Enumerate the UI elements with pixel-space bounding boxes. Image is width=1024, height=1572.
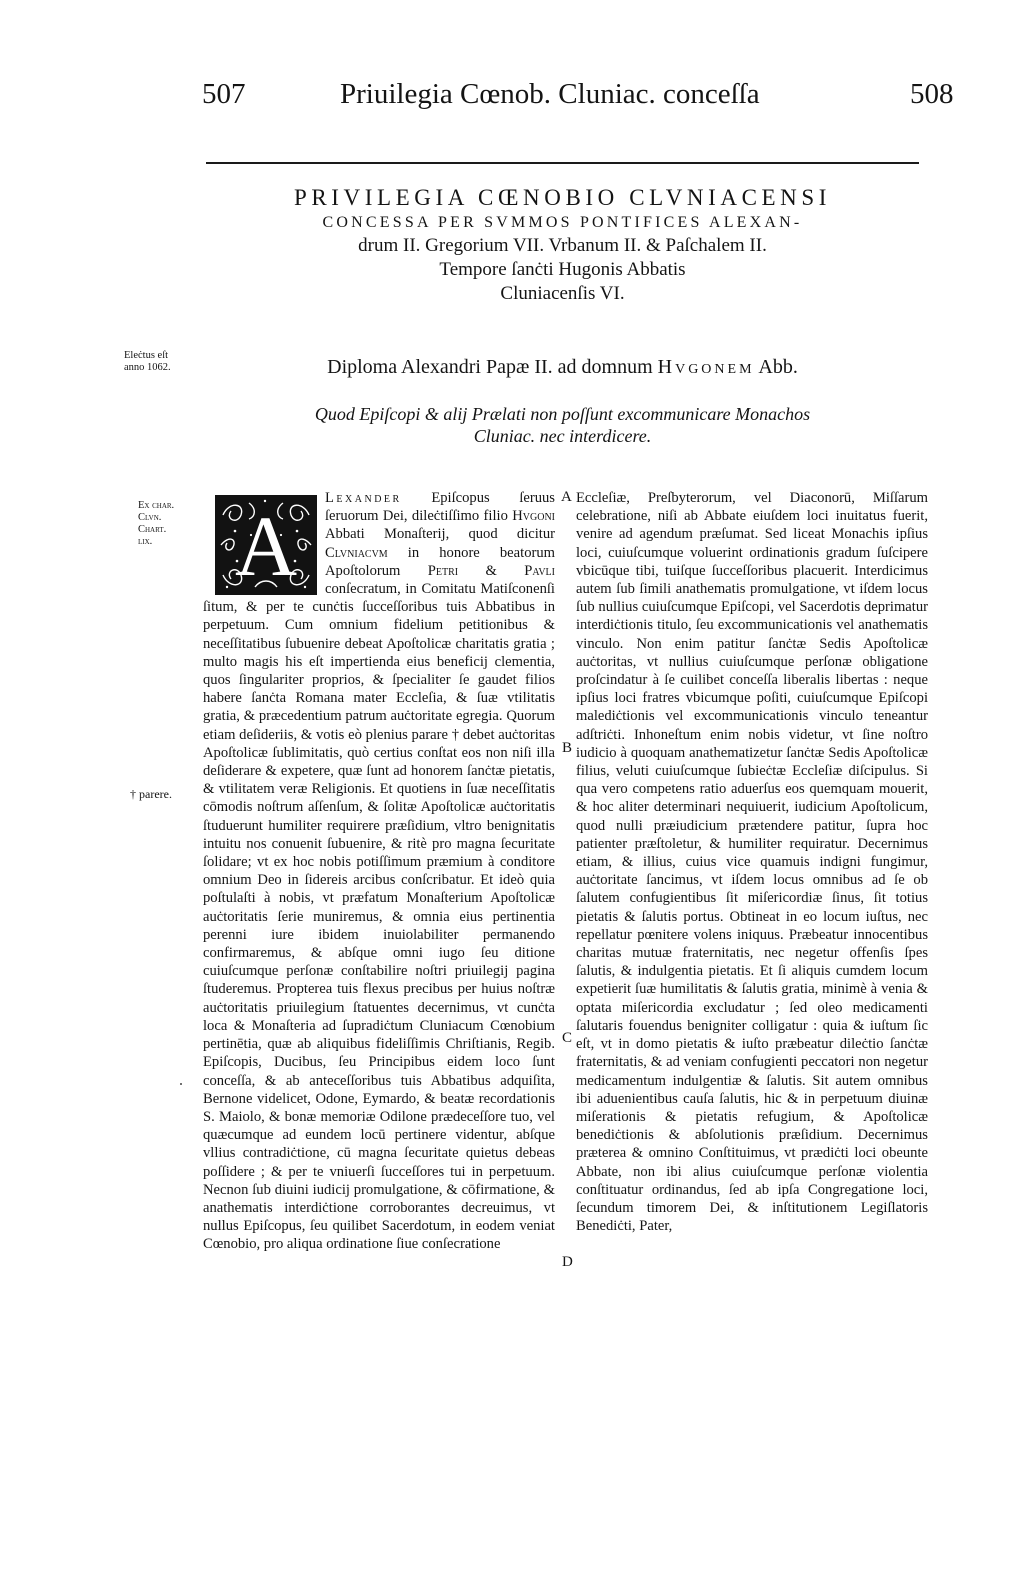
diploma-heading-suffix: Abb. — [754, 356, 798, 378]
section-marker-b: B — [562, 740, 573, 756]
document-subtitle: CONCESSA PER SVMMOS PONTIFICES ALEXAN- — [322, 214, 803, 231]
name-pauli: Pavli — [524, 562, 555, 579]
diploma-heading-name: Hvgonem — [657, 356, 755, 378]
margin-note-line: lix. — [138, 536, 153, 547]
running-head — [0, 78, 1024, 118]
margin-note-elected — [124, 350, 188, 374]
body-text-right: Eccleſiæ, Preſbyterorum, vel Diaconorū, Miſſarum celebratione, niſi ab Abbate eiuſdem loci inuitatus fuerit, venire ad agendum præſumat. Sed liceat Monachis ipſius loci, cuiuſcumque voluerint ordinationis gradum ſuſcipere vbicūque tibi, tuiſque ſucceſſoribus placuerit. Interdicimus autem ſub ſimili anathematis promulgatione, vt iſdem locus ſub nullius cuiuſcumque Epiſcopi, vel Sacerdotis deprimatur interdiċtionis titulo, ſeu excommunicationis vel anathematis vinculo. Non enim patitur ſanċtæ Sedis Apoſtolicæ auċtoritas, vt nullius cuiuſcumque perſonæ obligatione proſcindatur à ſe cuilibet conceſſa liberalis libertas : neque ipſius loci fratres vbicumque poſiti, cuiuſcumque Epiſcopi malediċtionis vel excommunicationis vinculo teneantur adſtriċti. Inhoneſtum enim nobis videtur, vt ſine noſtro iudicio à quoquam anathematizetur ſanċtæ Sedis Apoſtolicæ filius, veluti cuiuſcumque ſubieċtæ Eccleſiæ diſcipulus. Si qua vero competens ratio aduerſus eos quemquam mouerit, & hoc aliter determinari nequiuerit, iudicium Apoſtolicum, quod nulli præiudicium prætendere patitur, ſupra hoc patienter præſtoletur, & humiliter requiratur. Decernimus etiam, & illius, cuius vice quamuis indigni fungimur, auċtoritate ſancimus, vt iſdem locus omnibus ad ſe ob ſalutem confugientibus ſit miſericordiæ ſinus, ſit totius pietatis & ſalutis portus. Obtineat in eo locum iuſtus, nec repellatur pœnitere volens iniquus. Præbeatur innocentibus charitas mutuæ fraternitatis, nec negetur offenſis ſpes ſalutis, & indulgentia pietatis. Et ſi aliquis cumdem locum expetierit ſuæ humilitatis & ſalutis gratia, minimè à venia & optata miſericordia excludatur ; ſed oleo medicamenti ſalutaris fouendus benigniter colligatur : quia & iuſtum ſic eſt, vt in domo pietatis & iuſto præbeatur dileċtio ſanċtæ fraternitatis, & ad veniam confugienti peccatori non negetur medicamentum indulgentiæ & ſalutis. Sit autem omnibus ibi aduenientibus cauſa ſalutis, hic & in perpetuum diuinæ miſerationis & pietatis refugium, & Apoſtolicæ benediċtionis & abſolutionis præſidium. Decernimus præterea & omnino Conſtituimus, vt prædiċti loci obeunte Abbate, non ibi alius cuiuſcumque perſonæ violentia conſtituatur ordinandus, ſed ab ipſa Congregatione loci, ſecundum timorem Dei, & inſtitutionem Legiſlatoris Benediċti, Pater, — [576, 490, 928, 1235]
text-column-right — [576, 489, 928, 1235]
diploma-heading-prefix: Diploma Alexandri Papæ II. ad domnum — [327, 356, 658, 378]
text-run: in honore beatorum Apoſtolorum — [325, 544, 555, 579]
body-text-left — [203, 489, 555, 1254]
rubric-line: Cluniac. nec interdicere. — [473, 426, 652, 446]
text-run: & — [458, 562, 525, 579]
section-marker-a: A — [561, 489, 572, 505]
diploma-heading — [206, 356, 919, 379]
text-run: Abbati Monaſterij, quod dicitur — [325, 526, 555, 543]
page-number-left: 507 — [202, 78, 246, 110]
section-marker-d: D — [562, 1254, 573, 1270]
margin-note-line: Eleċtus eſt — [124, 350, 169, 361]
decorated-initial — [215, 495, 317, 595]
title-popes-line: drum II. Gregorium VII. Vrbanum II. & Paſchalem II. — [358, 235, 767, 256]
margin-note-parere: † parere. — [130, 787, 172, 801]
initial-letter: A — [234, 498, 298, 594]
margin-note-line: Chart. — [138, 524, 167, 535]
text-run: Epiſcopus ſeruus ſeruorum Dei, dileċtiſſimo filio — [325, 490, 555, 525]
title-tempore-line: Tempore ſanċti Hugonis Abbatis — [439, 259, 686, 280]
page-number-right: 508 — [910, 78, 954, 110]
rubric — [206, 403, 919, 447]
margin-note-line: anno 1062. — [124, 362, 171, 373]
title-abbot-line: Cluniacenſis VI. — [500, 283, 625, 304]
text-run: conſecratum, in Comitatu Matiſconenſi ſitum, & per te cunċtis ſucceſſoribus tuis Abbatibus in perpetuum. Cum omnium fidelium petitionibus & neceſſitatibus ſubuenire debeat Apoſtolicæ charitatis gratia ; multo magis his eſt impertienda eius beneficij clementia, quos ſingulariter proprios, & ſpecialiter ſe gaudet filios habere ſanċta Romana mater Eccleſia, & ſuæ vtilitatis gratia, & præcedentium patrum auċtoritate egregia. Quorum etiam deſideriis, & votis eò plenius parare † debet auċtoritas Apoſtolicæ ſublimitatis, quò certius conſtat eos non niſi illa deſiderare & expetere, quæ ſunt ad honorem ſanċtæ pietatis, & vtilitatem veræ Religionis. Et quotiens in ſuæ neceſſitatis cōmodis noſtrum aſſenſum, & ſolitæ Apoſtolicæ auċtoritatis ſtuduerunt humiliter requirere præſidium, vltro benignitatis intuitu nos conuenit ſubuenire, & ritè pro magna ſecuritate ſolidare; vt ex hoc nobis potiſſimum præmium à conditore omnium Deo in ſidereis arcibus conſcribatur. Et ideò quia poſtulaſti à nobis, vt præfatum Monaſterium Apoſtolicæ auċtoritatis ſerie muniremus, & omnia eius pertinentia perenni iure ibidem inuiolabiliter permanendo confirmaremus, & abſque omni iugo ſeu ditione cuiuſcumque perſonæ conſtabilire noſtri priuilegij pagina ſtuderemus. Propterea tuis flexus precibus per huius noſtræ auċtoritatis priuilegium ſtatuentes decernimus, vt cunċta loca & Monaſteria ad ſupradiċtum Cluniacum Cœnobium pertinētia, quæ ab aliquibus fideliſſimis Chriſtianis, Regib. Epiſcopis, Ducibus, ſeu Principibus eidem loco ſunt conceſſa, & ab anteceſſoribus tuis Abbatibus adquiſita, Bernone videlicet, Odone, Eymardo, & beatæ recordationis S. Maiolo, & bonæ memoriæ Odilone prædeceſſore tuo, vel quæcumque ad eundem locū pertinere videntur, abſque vllius contradiċtione, cū magna ſecuritate quietus debeas poſſidere ; & per te vniuerſi ſucceſſores tui in perpetuum. Necnon ſub diuini iudicij promulgatione, & cōfirmatione, & anathematis interdiċtione corroborantes decreuimus, vt nullus Epiſcopus, ſeu quilibet Sacerdotum, in eodem veniat Cœnobio, pro aliqua ordinatione ſiue conſecratione — [203, 581, 555, 1253]
name-petri: Petri — [427, 562, 459, 579]
name-cluniacum: Clvniacvm — [325, 544, 388, 561]
running-title: Priuilegia Cœnob. Cluniac. conceſſa — [340, 78, 760, 110]
margin-note-source — [138, 500, 198, 548]
lead-word: Lexander — [325, 490, 402, 506]
name-hugoni: Hvgoni — [512, 508, 555, 525]
text-column-left — [203, 489, 555, 1254]
document-title: PRIVILEGIA CŒNOBIO CLVNIACENSI — [293, 185, 832, 210]
ink-speck — [180, 1083, 182, 1085]
rubric-line: Quod Epiſcopi & alij Prælati non poſſunt excommunicare Monachos — [314, 404, 811, 424]
margin-note-line: Clvn. — [138, 512, 162, 523]
section-marker-c: C — [562, 1030, 573, 1046]
margin-note-line: Ex char. — [138, 500, 175, 511]
header-rule — [206, 162, 919, 164]
title-block — [206, 183, 919, 306]
